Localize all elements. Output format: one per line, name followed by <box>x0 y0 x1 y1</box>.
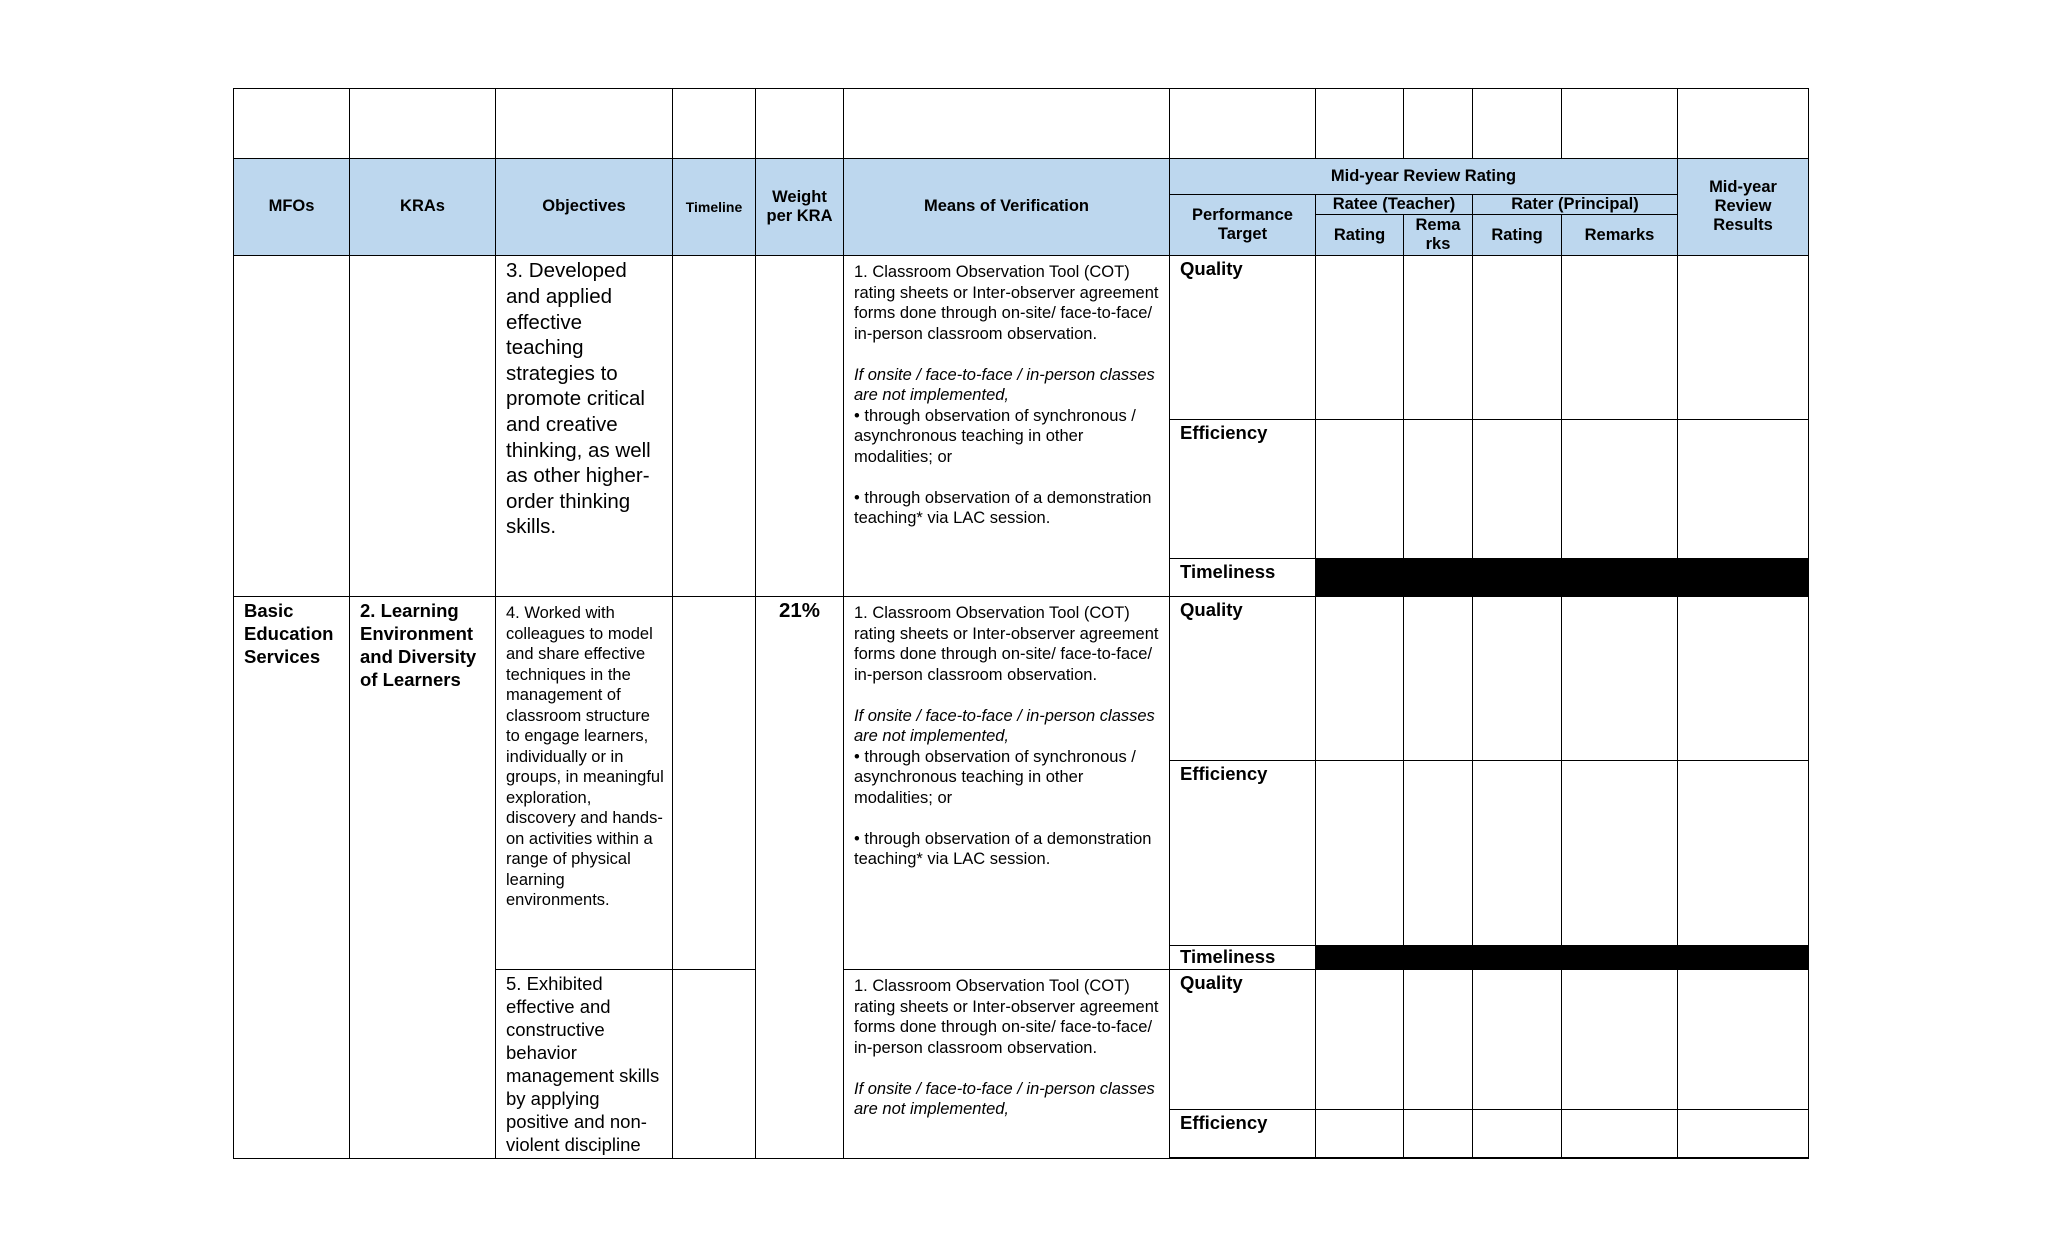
rating-cell[interactable] <box>1473 760 1562 946</box>
remarks-cell[interactable] <box>1562 1110 1678 1158</box>
header-kras: KRAs <box>350 158 496 256</box>
table-row <box>234 597 1809 760</box>
rating-cell[interactable] <box>1316 1110 1404 1158</box>
results-cell[interactable] <box>1678 256 1809 419</box>
remarks-cell[interactable] <box>1404 597 1473 760</box>
rating-cell[interactable] <box>1473 1110 1562 1158</box>
kra-label: 2. Learning Environment and Diversity of Learners <box>360 600 477 691</box>
target-efficiency: Efficiency <box>1180 762 1268 784</box>
mov-line: 1. Classroom Observation Tool (COT) rating sheets or Inter-observer agreement forms done through on-site/ face-to-face/ in-person classroom observation. <box>854 604 1159 684</box>
header-objectives: Objectives <box>496 158 673 256</box>
remarks-cell[interactable] <box>1562 597 1678 760</box>
remarks-cell[interactable] <box>1562 760 1678 946</box>
header-ratee: Ratee (Teacher) <box>1316 194 1473 214</box>
rating-cell[interactable] <box>1316 419 1404 558</box>
remarks-cell[interactable] <box>1562 419 1678 558</box>
objective-3: 3. Developed and applied effective teaching strategies to promote critical and creative thinking, as well as other higher-order thinking skills. <box>506 259 651 539</box>
redacted-bar <box>1316 946 1809 970</box>
target-timeliness: Timeliness <box>1180 560 1276 582</box>
header-weight: Weight per KRA <box>756 158 844 256</box>
weight-value: 21% <box>778 599 821 623</box>
header-row-1 <box>234 158 1809 194</box>
remarks-cell[interactable] <box>1562 256 1678 419</box>
remarks-cell[interactable] <box>1404 419 1473 558</box>
rating-cell[interactable] <box>1473 256 1562 419</box>
header-rater: Rater (Principal) <box>1473 194 1678 214</box>
means-of-verification <box>844 597 1169 870</box>
objective-5: 5. Exhibited effective and constructive behavior management skills by applying positive and non-violent discipline <box>506 973 660 1156</box>
remarks-cell[interactable] <box>1562 970 1678 1110</box>
mov-line: If onsite / face-to-face / in-person classes are not implemented, <box>854 365 1155 405</box>
remarks-cell[interactable] <box>1404 970 1473 1110</box>
mov-line: • through observation of a demonstration teaching* via LAC session. <box>854 829 1152 869</box>
target-quality: Quality <box>1180 599 1243 621</box>
results-cell[interactable] <box>1678 1110 1809 1158</box>
remarks-cell[interactable] <box>1404 256 1473 419</box>
results-cell[interactable] <box>1678 760 1809 946</box>
means-of-verification <box>844 970 1169 1120</box>
rating-cell[interactable] <box>1473 597 1562 760</box>
header-rating-ratee: Rating <box>1316 215 1404 256</box>
header-midyear-rating: Mid-year Review Rating <box>1170 158 1678 194</box>
target-timeliness: Timeliness <box>1180 946 1276 968</box>
header-performance-target: Performance Target <box>1170 194 1316 256</box>
mov-line: • through observation of synchronous / asynchronous teaching in other modalities; or <box>854 747 1136 807</box>
objective-4: 4. Worked with colleagues to model and share effective techniques in the management of classroom structure to engage learners, individually or in groups, in meaningful exploration, discovery and hands-on activities within a range of physical learning environments. <box>506 604 664 910</box>
rating-cell[interactable] <box>1316 256 1404 419</box>
target-quality: Quality <box>1180 258 1243 280</box>
means-of-verification <box>844 256 1169 529</box>
rating-cell[interactable] <box>1316 760 1404 946</box>
mov-line: 1. Classroom Observation Tool (COT) rating sheets or Inter-observer agreement forms done through on-site/ face-to-face/ in-person classroom observation. <box>854 263 1159 343</box>
mov-line: If onsite / face-to-face / in-person classes are not implemented, <box>854 706 1155 746</box>
header-mfos: MFOs <box>234 158 350 256</box>
rating-cell[interactable] <box>1473 970 1562 1110</box>
mov-line: If onsite / face-to-face / in-person classes are not implemented, <box>854 1079 1155 1119</box>
header-timeline: Timeline <box>673 158 756 256</box>
rating-cell[interactable] <box>1316 597 1404 760</box>
header-midyear-results: Mid-year Review Results <box>1678 158 1809 256</box>
rating-cell[interactable] <box>1316 970 1404 1110</box>
results-cell[interactable] <box>1678 970 1809 1110</box>
mov-line: • through observation of a demonstration teaching* via LAC session. <box>854 488 1152 528</box>
mov-line: • through observation of synchronous / asynchronous teaching in other modalities; or <box>854 406 1136 466</box>
target-efficiency: Efficiency <box>1180 1112 1268 1134</box>
remarks-cell[interactable] <box>1404 1110 1473 1158</box>
results-cell[interactable] <box>1678 597 1809 760</box>
target-efficiency: Efficiency <box>1180 421 1268 443</box>
target-quality: Quality <box>1180 972 1243 994</box>
table-row <box>234 256 1809 419</box>
header-mov: Means of Verification <box>844 158 1170 256</box>
header-rating-rater: Rating <box>1473 215 1562 256</box>
results-cell[interactable] <box>1678 419 1809 558</box>
header-remarks-rater: Remarks <box>1562 215 1678 256</box>
ipcrf-table <box>233 88 1809 1159</box>
redacted-bar <box>1316 558 1809 596</box>
header-remarks-ratee: Rema rks <box>1404 215 1473 256</box>
mov-line: 1. Classroom Observation Tool (COT) rating sheets or Inter-observer agreement forms done through on-site/ face-to-face/ in-person classroom observation. <box>854 977 1159 1057</box>
rating-cell[interactable] <box>1473 419 1562 558</box>
remarks-cell[interactable] <box>1404 760 1473 946</box>
mfo-label: Basic Education Services <box>244 600 334 668</box>
blank-row <box>234 89 1809 159</box>
